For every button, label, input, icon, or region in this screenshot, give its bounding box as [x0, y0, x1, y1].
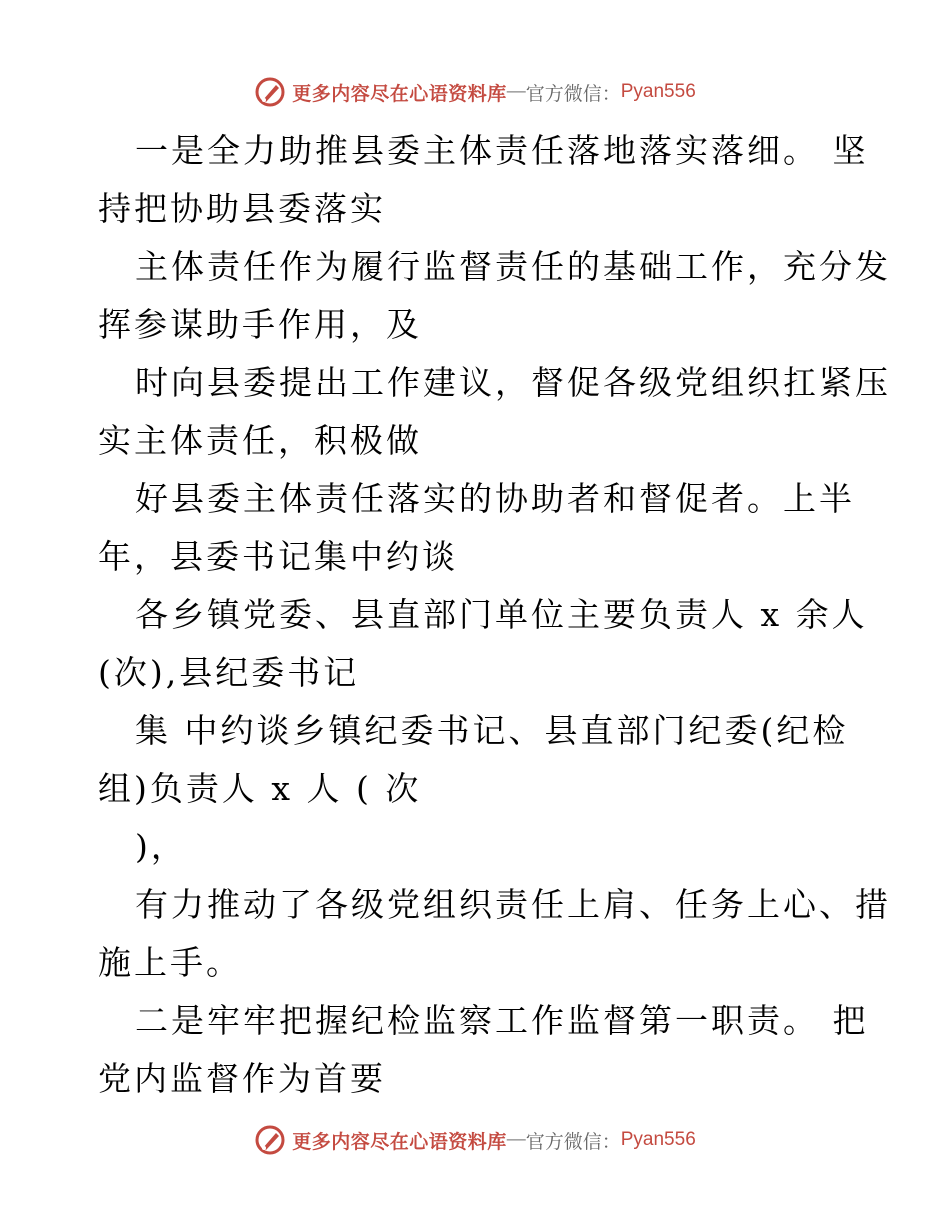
body-line: 实主体责任，积极做 — [98, 421, 422, 460]
body-line: 挥参谋助手作用，及 — [98, 305, 422, 344]
body-line: 好县委主体责任落实的协助者和督促者。上半 — [135, 479, 855, 518]
banner-separator: — — [506, 81, 526, 102]
body-line: 年，县委书记集中约谈 — [98, 537, 458, 576]
document-body — [98, 122, 891, 1108]
banner-wechat-id: Pyan556 — [620, 81, 696, 102]
body-line: 二是牢牢把握纪检监察工作监督第一职责。 把 — [135, 1001, 869, 1040]
body-line: 组)负责人 x 人 ( 次 — [98, 769, 422, 808]
body-line: (次),县纪委书记 — [98, 653, 360, 692]
body-line: 集 中约谈乡镇纪委书记、县直部门纪委(纪检 — [135, 711, 849, 750]
body-line: 党内监督作为首要 — [98, 1059, 386, 1098]
footer-banner — [0, 1120, 950, 1160]
banner-separator: — — [506, 1129, 526, 1150]
body-line: 各乡镇党委、县直部门单位主要负责人 x 余人 — [135, 595, 868, 634]
body-line: 主体责任作为履行监督责任的基础工作，充分发 — [135, 247, 891, 286]
banner-wechat-label: 官方微信： — [525, 83, 621, 105]
body-line: 一是全力助推县委主体责任落地落实落细。 坚 — [135, 131, 869, 170]
banner-title: 更多内容尽在心语资料库 — [292, 1131, 507, 1153]
body-line: 施上手。 — [98, 943, 242, 982]
pen-logo-icon — [254, 76, 286, 108]
header-banner — [0, 72, 950, 112]
body-line: 有力推动了各级党组织责任上肩、任务上心、措 — [135, 885, 891, 924]
body-line: )， — [135, 827, 187, 866]
pen-logo-icon — [254, 1124, 286, 1156]
banner-title: 更多内容尽在心语资料库 — [292, 83, 507, 105]
banner-wechat-label: 官方微信： — [525, 1131, 621, 1153]
body-line: 持把协助县委落实 — [98, 189, 386, 228]
banner-wechat-id: Pyan556 — [620, 1129, 696, 1150]
body-line: 时向县委提出工作建议，督促各级党组织扛紧压 — [135, 363, 891, 402]
